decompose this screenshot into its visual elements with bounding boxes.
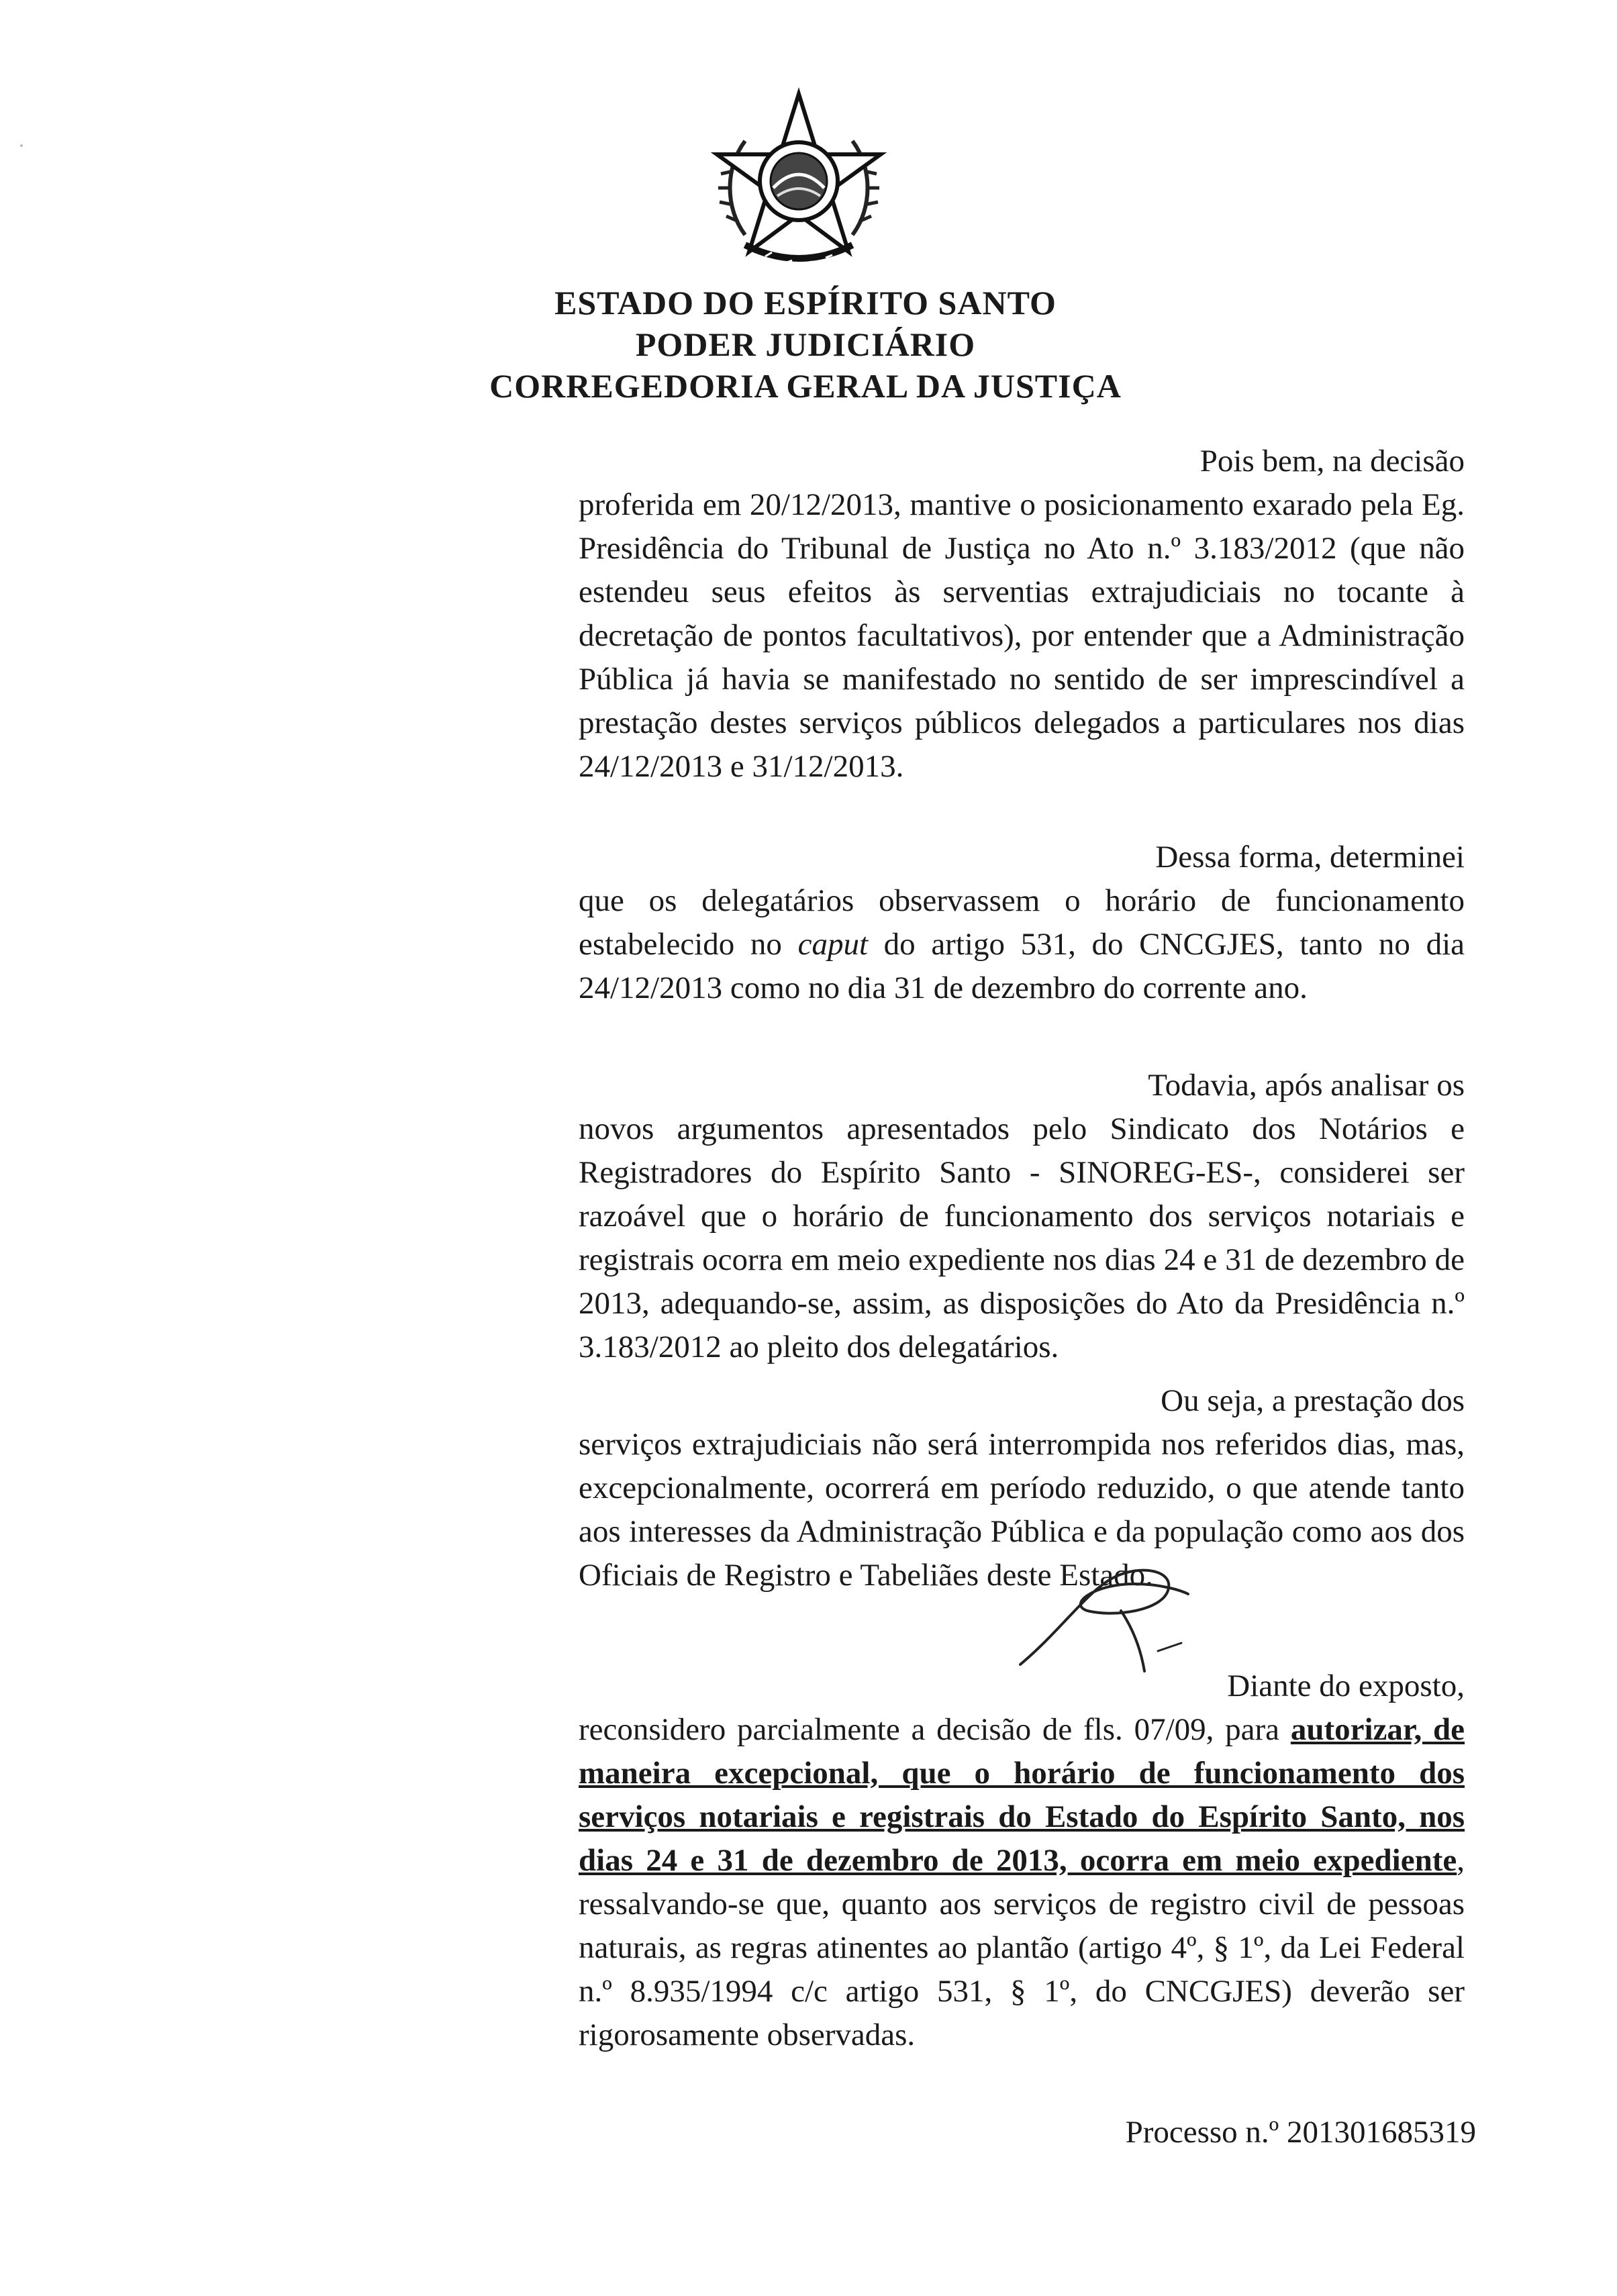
paragraph-3-body: novos argumentos apresentados pelo Sindicato dos Notários e Registradores do Espírito Santo - SINOREG-ES-, considerei ser razoável que o horário de funcionamento dos serviços notariais e registrais ocorra em meio expediente nos dias 24 e 31 de dezembro de 2013, adequando-se, assim, as disposições do Ato da Presidência n.º 3.183/2012 ao pleito dos delegatários.: [579, 1111, 1465, 1364]
state-coat-of-arms-icon: [698, 81, 899, 282]
handwritten-signature: [1007, 1564, 1208, 1678]
paragraph-2-body-b: do artigo 531, do CNCGJES, tanto no dia 24/12/2013 como no dia 31 de dezembro do corrente ano.: [579, 927, 1465, 1005]
paragraph-4-body: serviços extrajudiciais não será interrompida nos referidos dias, mas, excepcionalmente, ocorrerá em período reduzido, o que atende tanto aos interesses da Administração Pública e da população como aos dos Oficiais de Registro e Tabeliães deste Estado.: [579, 1427, 1465, 1593]
paragraph-5-lead: Diante do exposto,: [1227, 1668, 1465, 1703]
header-power: PODER JUDICIÁRIO: [635, 326, 976, 363]
paragraph-5-body-b: , ressalvando-se que, quanto aos serviços de registro civil de pessoas naturais, as regras atinentes ao plantão (artigo 4º, § 1º, da Lei Federal n.º 8.935/1994 c/c artigo 531, § 1º, do CNCGJES) deverão ser rigorosamente observadas.: [579, 1843, 1465, 2052]
process-number: Processo n.º 201301685319: [1125, 2115, 1476, 2150]
document-header: [443, 282, 1168, 407]
paragraph-2-body-a: que os delegatários observassem o horário de funcionamento estabelecido no: [579, 883, 1465, 962]
paragraph-5: [579, 1664, 1465, 2057]
paragraph-2-italic: caput: [797, 927, 869, 962]
paragraph-2-lead: Dessa forma, determinei: [1155, 840, 1465, 875]
paragraph-4-lead: Ou seja, a prestação dos: [1161, 1383, 1465, 1418]
paragraph-3: [579, 1064, 1465, 1369]
paragraph-1: [579, 440, 1465, 789]
paragraph-1-lead: Pois bem, na decisão: [1199, 444, 1465, 479]
paragraph-3-lead: Todavia, após analisar os: [1148, 1068, 1465, 1103]
paragraph-5-body-a: reconsidero parcialmente a decisão de fls. 07/09, para: [579, 1712, 1291, 1747]
paragraph-5-emphasis: autorizar, de maneira excepcional, que o horário de funcionamento dos serviços notariais e registrais do Estado do Espírito Santo, nos dias 24 e 31 de dezembro de 2013, ocorra em meio expediente: [579, 1712, 1465, 1878]
paragraph-2: [579, 836, 1465, 1010]
header-office: CORREGEDORIA GERAL DA JUSTIÇA: [489, 367, 1122, 405]
paragraph-1-body: proferida em 20/12/2013, mantive o posicionamento exarado pela Eg. Presidência do Tribunal de Justiça no Ato n.º 3.183/2012 (que não estendeu seus efeitos às serventias extrajudiciais no tocante à decretação de pontos facultativos), por entender que a Administração Pública já havia se manifestado no sentido de ser imprescindível a prestação destes serviços públicos delegados a particulares nos dias 24/12/2013 e 31/12/2013.: [579, 487, 1465, 784]
scan-speck: [20, 144, 23, 147]
header-state: ESTADO DO ESPÍRITO SANTO: [554, 284, 1057, 321]
